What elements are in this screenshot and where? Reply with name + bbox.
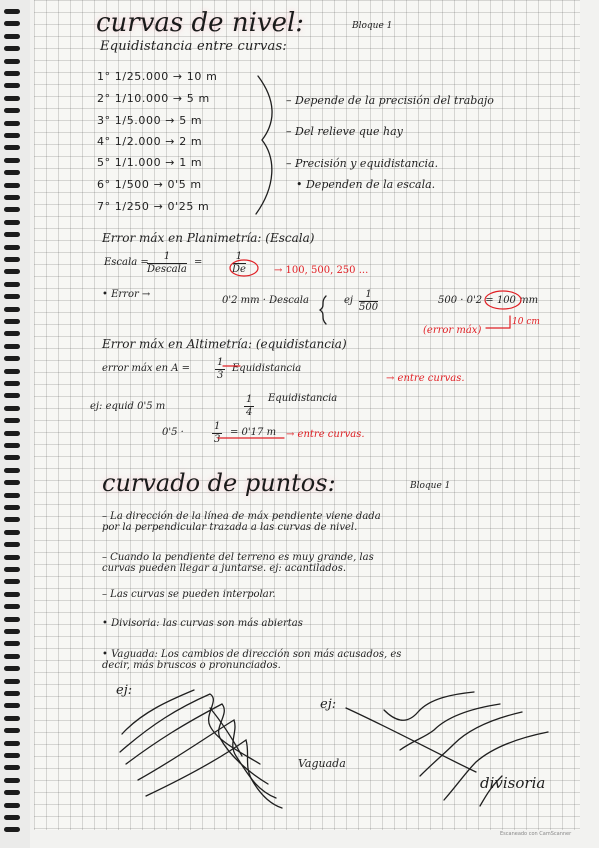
spiral-ring (4, 604, 20, 609)
result-circle (485, 291, 521, 309)
spiral-ring (4, 716, 20, 721)
spiral-ring (4, 220, 20, 225)
bullet-line: decir, más bruscos o pronunciados. (102, 660, 281, 671)
fraction-numerator: 1 (214, 421, 221, 432)
spiral-ring (4, 195, 20, 200)
spiral-ring (4, 679, 20, 684)
note-scale: • Dependen de la escala. (296, 178, 436, 191)
fraction-denominator: 3 (217, 370, 224, 381)
spiral-ring (4, 629, 20, 634)
spiral-ring (4, 753, 20, 758)
brace-large (256, 76, 272, 214)
ink-drawings (34, 0, 580, 830)
example-label-left: ej: (116, 683, 133, 698)
between-curves-note: → entre curvas. (386, 373, 465, 384)
bullet-line: por la perpendicular trazada a las curvas de nivel. (102, 522, 358, 533)
spiral-ring (4, 431, 20, 436)
spiral-ring (4, 183, 20, 188)
spiral-ring (4, 71, 20, 76)
spiral-ring (4, 83, 20, 88)
error-formula: 0'2 mm · Descala (222, 295, 309, 306)
scale-row: 6° 1/500 → 0'5 m (97, 178, 202, 191)
scale-row: 1° 1/25.000 → 10 m (97, 70, 218, 83)
spiral-ring (4, 765, 20, 770)
spiral-binding (0, 0, 30, 848)
spiral-ring (4, 617, 20, 622)
spiral-ring (4, 728, 20, 733)
note-precision: – Depende de la precisión del trabajo (286, 94, 494, 107)
scale-values: → 100, 500, 250 ... (274, 265, 369, 276)
note-equidistance: – Precisión y equidistancia. (286, 157, 439, 170)
planimetry-heading: Error máx en Planimetría: (Escala) (102, 231, 315, 245)
spiral-ring (4, 654, 20, 659)
example-result: 500 · 0'2 = 100 mm (438, 295, 539, 306)
spiral-ring (4, 344, 20, 349)
bullet-line: – La dirección de la línea de máx pendiente viene dada (102, 511, 381, 522)
spiral-ring (4, 592, 20, 597)
spiral-ring (4, 319, 20, 324)
spiral-ring (4, 567, 20, 572)
between-curves-note-2: → entre curvas. (286, 429, 365, 440)
spiral-ring (4, 418, 20, 423)
spiral-ring (4, 691, 20, 696)
spiral-ring (4, 331, 20, 336)
error-max-note: (error máx) (423, 325, 482, 336)
fraction-numerator: 1 (217, 357, 224, 368)
page-title: curvas de nivel: (96, 8, 305, 38)
spiral-ring (4, 505, 20, 510)
altimetry-calc-label: 0'5 · (162, 427, 184, 438)
spiral-ring (4, 170, 20, 175)
fraction-numerator: 1 (147, 252, 187, 264)
spiral-ring (4, 517, 20, 522)
spiral-ring (4, 369, 20, 374)
spiral-ring (4, 356, 20, 361)
brace-small (320, 296, 326, 324)
spiral-ring (4, 294, 20, 299)
equals-sign: = (194, 257, 203, 268)
fraction-denominator: 500 (359, 302, 379, 313)
ten-cm-note: 10 cm (512, 317, 540, 327)
fraction-denominator: 3 (214, 434, 221, 445)
spiral-ring (4, 468, 20, 473)
ridge-contour (384, 692, 474, 720)
spiral-ring (4, 815, 20, 820)
bullet-line: – Las curvas se pueden interpolar. (102, 589, 276, 600)
scale-row: 5° 1/1.000 → 1 m (97, 156, 203, 169)
spiral-ring (4, 406, 20, 411)
spiral-ring (4, 21, 20, 26)
spiral-ring (4, 282, 20, 287)
altimetry-example-label: ej: equid 0'5 m (90, 401, 166, 412)
section-subtitle: Equidistancia entre curvas: (100, 39, 287, 54)
scanner-footer: Escaneado con CamScanner (500, 831, 572, 837)
section-title: curvado de puntos: (102, 469, 336, 497)
altimetry-heading: Error máx en Altimetría: (equidistancia) (102, 337, 347, 351)
spiral-ring (4, 34, 20, 39)
ridge-contour (480, 776, 502, 806)
spiral-ring (4, 269, 20, 274)
divisoria-label: divisoria (480, 774, 546, 792)
spiral-ring (4, 158, 20, 163)
equidistance-word: Equidistancia (232, 363, 302, 374)
block-label: Bloque 1 (352, 21, 393, 31)
spiral-ring (4, 257, 20, 262)
bullet-line: – Cuando la pendiente del terreno es muy grande, las (102, 552, 374, 563)
spiral-ring (4, 827, 20, 832)
example-label-right: ej: (320, 697, 337, 712)
spiral-ring (4, 703, 20, 708)
scale-row: 7° 1/250 → 0'25 m (97, 200, 210, 213)
spiral-ring (4, 96, 20, 101)
scale-row: 3° 1/5.000 → 5 m (97, 114, 203, 127)
example-label: ej (344, 295, 354, 306)
spiral-ring (4, 121, 20, 126)
fraction-numerator: 1 (246, 394, 253, 405)
example-equidistance-word: Equidistancia (268, 393, 338, 404)
spiral-ring (4, 455, 20, 460)
notebook-page (34, 0, 580, 830)
spiral-ring (4, 307, 20, 312)
spiral-ring (4, 641, 20, 646)
spiral-ring (4, 542, 20, 547)
fraction-numerator: 1 (232, 252, 246, 264)
note-relief: – Del relieve que hay (286, 125, 403, 138)
valley-contour (122, 690, 194, 734)
vaguada-label: Vaguada (298, 757, 346, 770)
spiral-ring (4, 493, 20, 498)
ridge-contour (400, 704, 500, 750)
spiral-ring (4, 666, 20, 671)
spiral-ring (4, 145, 20, 150)
spiral-ring (4, 9, 20, 14)
spiral-ring (4, 108, 20, 113)
fraction-denominator: De (232, 264, 246, 275)
spiral-ring (4, 381, 20, 386)
fraction-denominator: 4 (246, 407, 253, 418)
spiral-ring (4, 393, 20, 398)
block-label-2: Bloque 1 (410, 481, 451, 491)
spiral-ring (4, 480, 20, 485)
scale-formula-label: Escala = (104, 257, 149, 268)
scale-row: 2° 1/10.000 → 5 m (97, 92, 210, 105)
ridge-contour (444, 732, 548, 800)
spiral-ring (4, 133, 20, 138)
valley-contour (146, 740, 282, 808)
spiral-ring (4, 443, 20, 448)
spiral-ring (4, 555, 20, 560)
spiral-ring (4, 803, 20, 808)
spiral-ring (4, 59, 20, 64)
spiral-ring (4, 232, 20, 237)
bullet-line: curvas pueden llegar a juntarse. ej: acantilados. (102, 563, 347, 574)
fraction-numerator: 1 (359, 290, 378, 302)
spiral-ring (4, 207, 20, 212)
spiral-ring (4, 579, 20, 584)
spiral-ring (4, 741, 20, 746)
scale-row: 4° 1/2.000 → 2 m (97, 135, 203, 148)
spiral-ring (4, 46, 20, 51)
de-circle (230, 260, 258, 276)
fraction-denominator: Descala (147, 264, 187, 275)
spiral-ring (4, 245, 20, 250)
spiral-ring (4, 790, 20, 795)
altimetry-calc-result: = 0'17 m (230, 427, 277, 438)
error-label: • Error → (102, 289, 151, 300)
spiral-ring (4, 778, 20, 783)
red-arrow (486, 316, 510, 328)
bullet-line: • Divisoria: las curvas son más abiertas (102, 618, 303, 629)
spiral-ring (4, 530, 20, 535)
bullet-line: • Vaguada: Los cambios de dirección son más acusados, es (102, 649, 402, 660)
altimetry-error-label: error máx en A = (102, 363, 191, 374)
